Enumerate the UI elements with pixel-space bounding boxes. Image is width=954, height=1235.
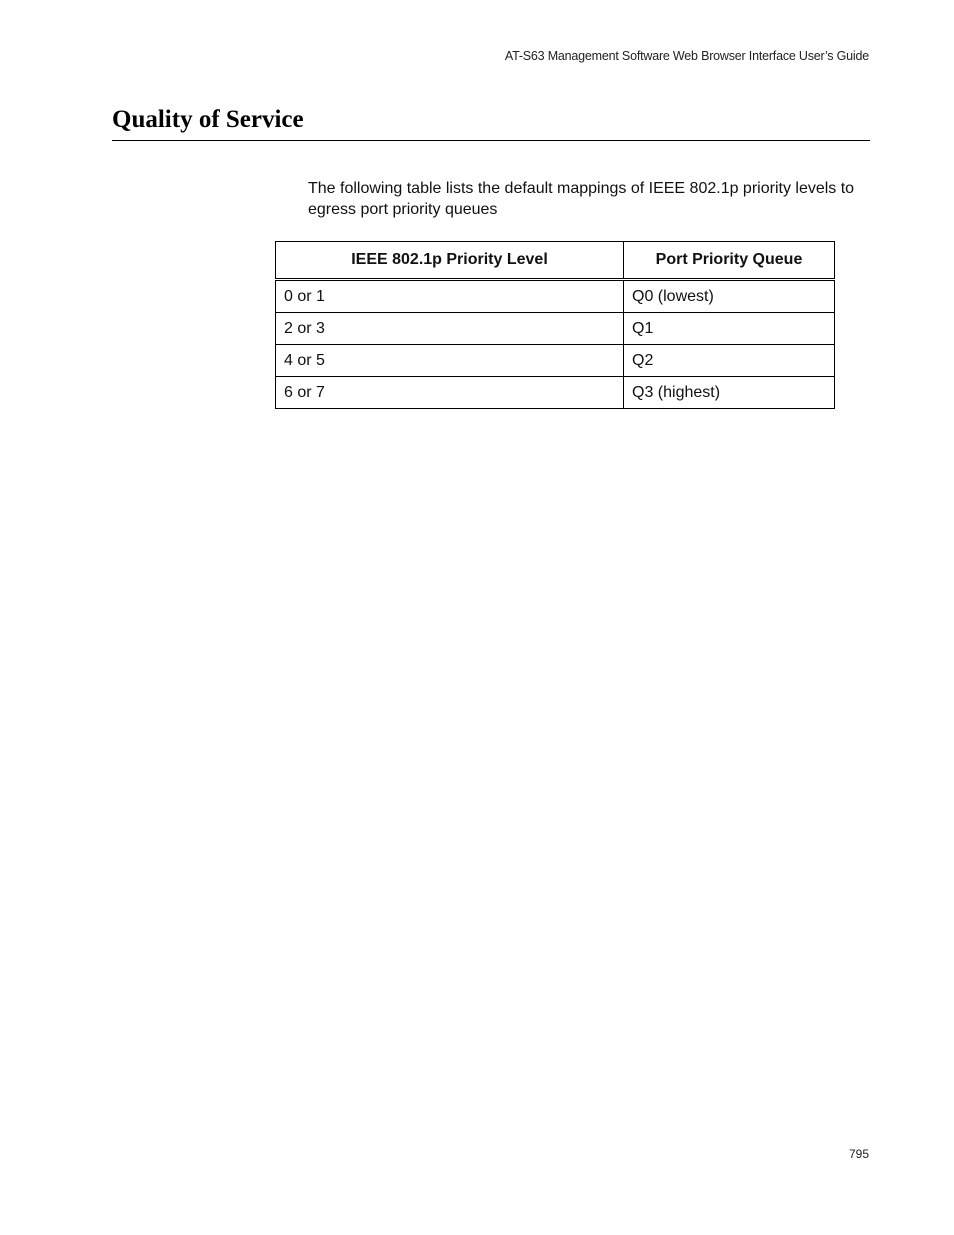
table-row xyxy=(276,345,835,377)
title-divider xyxy=(112,140,870,141)
table-row xyxy=(276,377,835,409)
port-queue-cell: Q1 xyxy=(624,313,835,345)
priority-level-cell: 6 or 7 xyxy=(276,377,624,409)
port-queue-cell: Q3 (highest) xyxy=(624,377,835,409)
table-row xyxy=(276,280,835,313)
page-number: 795 xyxy=(848,1147,869,1161)
intro-paragraph: The following table lists the default mappings of IEEE 802.1p priority levels to egress port priority queues xyxy=(308,180,855,218)
column-header-priority-level: IEEE 802.1p Priority Level xyxy=(276,242,624,280)
priority-level-cell: 0 or 1 xyxy=(276,280,624,313)
priority-level-cell: 2 or 3 xyxy=(276,313,624,345)
running-header: AT-S63 Management Software Web Browser Interface User’s Guide xyxy=(504,49,869,63)
port-queue-cell: Q0 (lowest) xyxy=(624,280,835,313)
section-title: Quality of Service xyxy=(112,106,304,133)
priority-level-cell: 4 or 5 xyxy=(276,345,624,377)
table-header-row xyxy=(276,242,835,280)
table-row xyxy=(276,313,835,345)
port-queue-cell: Q2 xyxy=(624,345,835,377)
column-header-port-queue: Port Priority Queue xyxy=(624,242,835,280)
priority-mapping-table xyxy=(275,241,835,409)
